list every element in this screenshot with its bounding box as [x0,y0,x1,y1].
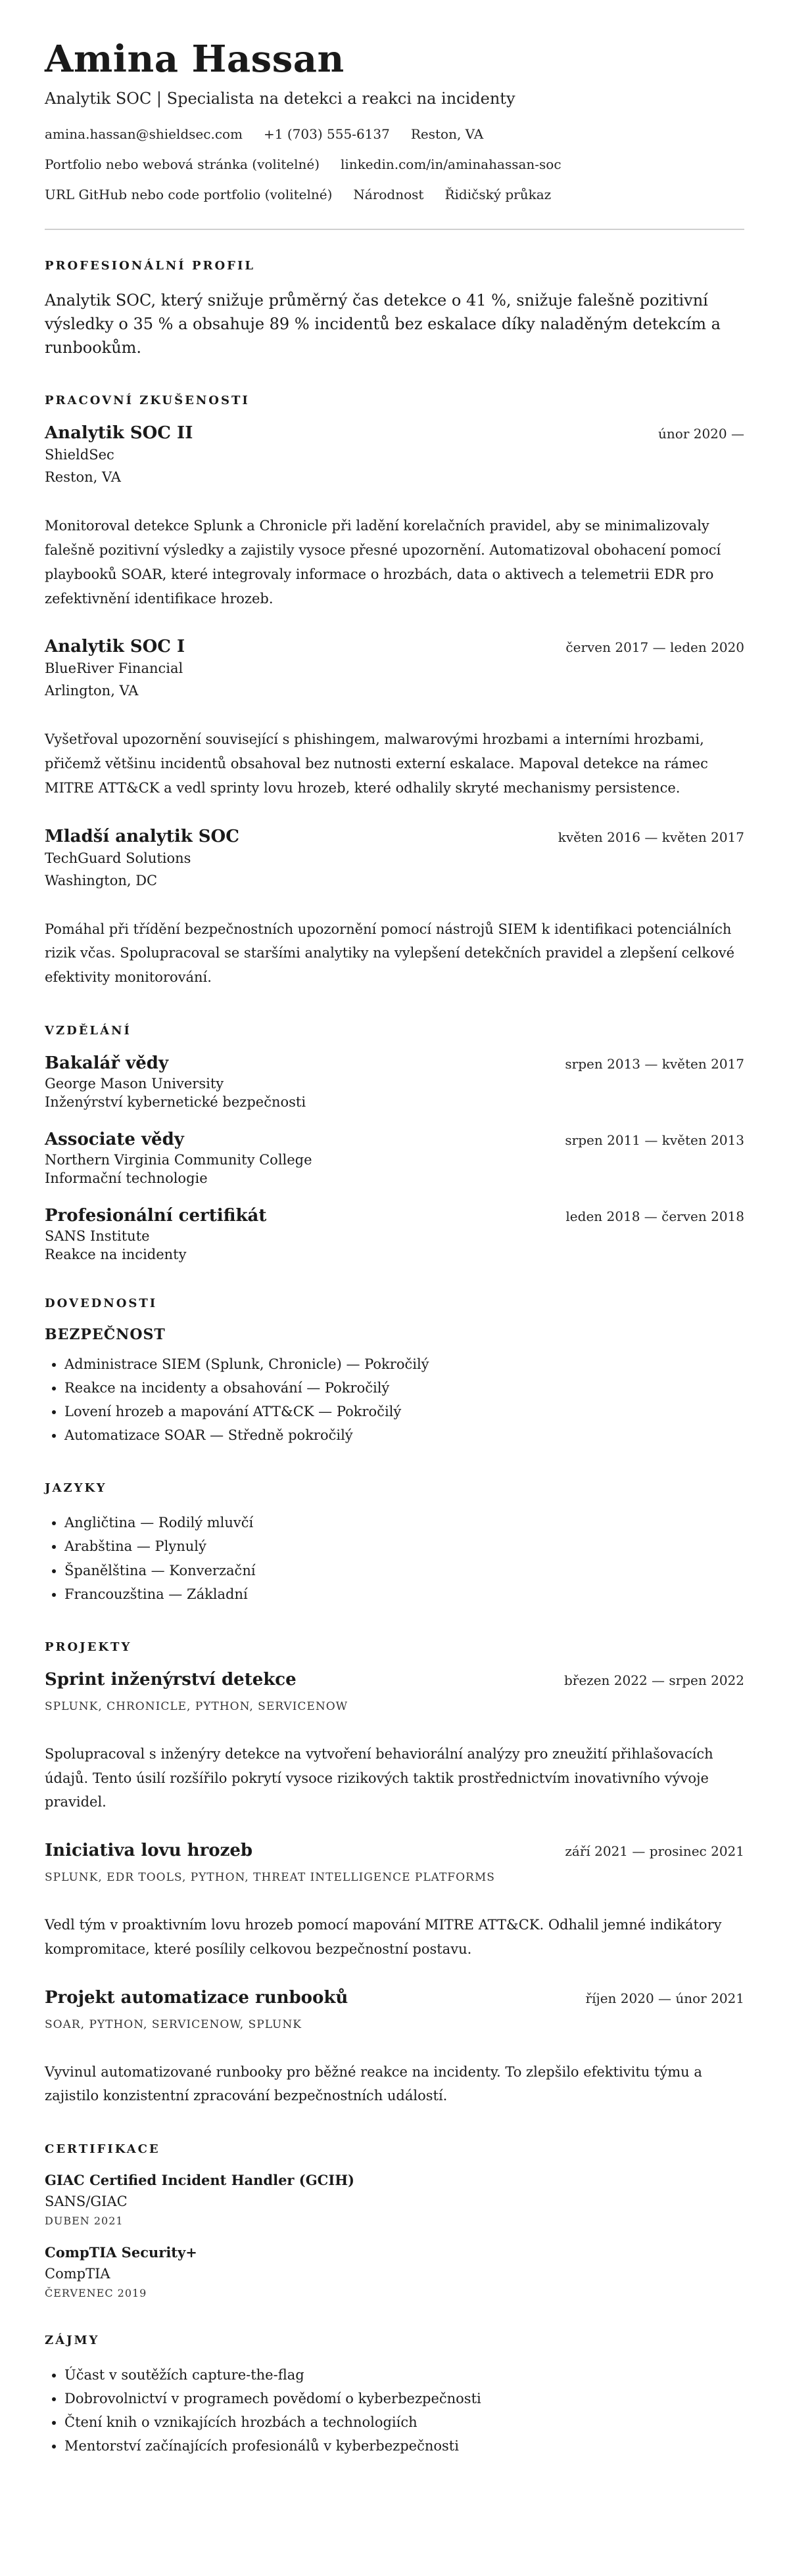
certification-entry [45,2244,744,2299]
experience-entry [45,637,744,800]
contact-row-extra [45,187,744,202]
degree-dates: srpen 2011 — květen 2013 [565,1132,744,1148]
languages-section [45,1481,744,1605]
certification-issuer: SANS/GIAC [45,2194,128,2210]
education-entry [45,1130,744,1186]
job-company: ShieldSec [45,447,114,463]
degree-title: Profesionální certifikát [45,1205,267,1226]
header-divider [45,229,744,230]
experience-title: PRACOVNÍ ZKUŠENOSTI [45,394,250,408]
project-name: Sprint inženýrství detekce [45,1669,297,1690]
list-item: • Čtení knih o vznikajících hrozbách a technologiích [64,2410,744,2434]
degree-title: Bakalář vědy [45,1053,169,1073]
degree-field: Inženýrství kybernetické bezpečnosti [45,1093,306,1110]
list-item: • Automatizace SOAR — Středně pokročilý [64,1423,744,1447]
project-description: Spolupracoval s inženýry detekce na vytvoření behaviorální analýzy pro zneužití přihlašovacích údajů. Tento úsilí rozšířilo pokrytí vysoce rizikových taktik prostřednictvím inovativního vývoje pravidel. [45,1745,713,1810]
job-description: Vyšetřoval upozornění související s phishingem, malwarovými hrozbami a interními hrozbami, přičemž většinu incidentů obsahoval bez nutnosti externí eskalace. Mapoval detekce na rámec MITRE ATT&CK a vedl sprinty lovu hrozeb, které odhalily skryté mechanismy persistence. [45,731,708,796]
job-dates: únor 2020 — [658,426,744,442]
candidate-headline: Analytik SOC | Specialista na detekci a reakci na incidenty [45,89,515,108]
job-dates: květen 2016 — květen 2017 [558,829,744,845]
project-entry [45,1988,744,2109]
certification-name: GIAC Certified Incident Handler (GCIH) [45,2172,354,2189]
project-description: Vyvinul automatizované runbooky pro běžné reakce na incidenty. To zlepšilo efektivitu týmu a zajistilo konzistentní zpracování bezpečnostních událostí. [45,2063,702,2104]
education-title: VZDĚLÁNÍ [45,1023,132,1038]
education-entry [45,1206,744,1262]
education-section [45,1024,744,1262]
project-description: Vedl tým v proaktivním lovu hrozeb pomocí mapování MITRE ATT&CK. Odhalil jemné indikátory kompromitace, které posílily celkovou bezpečnostní postavu. [45,1917,722,1957]
contact-portfolio[interactable]: Portfolio nebo webová stránka (volitelné) [45,156,320,173]
contact-nationality: Národnost [353,187,424,203]
skills-title: DOVEDNOSTI [45,1296,158,1310]
project-tags: SOAR, PYTHON, SERVICENOW, SPLUNK [45,2017,302,2031]
contact-linkedin[interactable]: linkedin.com/in/aminahassan-soc [341,156,562,173]
list-item: • Lovení hrozeb a mapování ATT&CK — Pokročilý [64,1400,744,1423]
summary-section [45,259,744,359]
certification-date: DUBEN 2021 [45,2215,124,2228]
job-title: Analytik SOC I [45,637,185,657]
experience-entry [45,827,744,990]
job-dates: červen 2017 — leden 2020 [565,639,744,656]
list-item: • Účast v soutěžích capture-the-flag [64,2363,744,2387]
list-item: • Reakce na incidenty a obsahování — Pokročilý [64,1376,744,1400]
interests-title: ZÁJMY [45,2334,100,2348]
list-item: • Angličtina — Rodilý mluvčí [64,1511,744,1534]
degree-field: Reakce na incidenty [45,1246,187,1262]
project-dates: říjen 2020 — únor 2021 [585,1990,744,2006]
summary-title: PROFESIONÁLNÍ PROFIL [45,259,256,273]
resume-header [45,38,744,202]
candidate-name: Amina Hassan [45,37,345,81]
list-item: • Mentorství začínajících profesionálů v kyberbezpečnosti [64,2434,744,2458]
degree-title: Associate vědy [45,1129,184,1149]
project-tags: SPLUNK, CHRONICLE, PYTHON, SERVICENOW [45,1699,348,1713]
project-tags: SPLUNK, EDR TOOLS, PYTHON, THREAT INTELLIGENCE PLATFORMS [45,1871,495,1885]
school-name: George Mason University [45,1075,224,1092]
summary-text: Analytik SOC, který snižuje průměrný čas detekce o 41 %, snižuje falešně pozitivní výsledky o 35 % a obsahuje 89 % incidentů bez eskalace díky naladěným detekcím a runbookům. [45,291,721,357]
projects-section [45,1640,744,2108]
certification-date: ČERVENEC 2019 [45,2287,147,2300]
school-name: SANS Institute [45,1228,150,1244]
skill-group-title: BEZPEČNOST [45,1325,166,1343]
project-dates: březen 2022 — srpen 2022 [563,1672,744,1688]
degree-field: Informační technologie [45,1170,208,1186]
contact-row-links [45,156,744,172]
job-location: Arlington, VA [45,683,139,699]
certification-name: CompTIA Security+ [45,2244,197,2261]
job-title: Analytik SOC II [45,423,193,444]
job-location: Reston, VA [45,469,121,486]
degree-dates: srpen 2013 — květen 2017 [565,1055,744,1072]
job-location: Washington, DC [45,872,158,888]
degree-dates: leden 2018 — červen 2018 [565,1208,744,1224]
school-name: Northern Virginia Community College [45,1151,312,1168]
experience-entry [45,423,744,610]
certification-entry [45,2172,744,2227]
project-name: Iniciativa lovu hrozeb [45,1841,253,1861]
list-item: • Administrace SIEM (Splunk, Chronicle) — Pokročilý [64,1352,744,1376]
certifications-title: CERTIFIKACE [45,2142,160,2157]
languages-title: JAZYKY [45,1481,107,1496]
list-item: • Dobrovolnictví v programech povědomí o kyberbezpečnosti [64,2387,744,2410]
project-entry [45,1670,744,1814]
languages-list [45,1511,744,1605]
project-entry [45,1841,744,1962]
project-dates: září 2021 — prosinec 2021 [565,1843,744,1860]
project-name: Projekt automatizace runbooků [45,1987,348,2008]
job-title: Mladší analytik SOC [45,826,239,846]
job-company: TechGuard Solutions [45,850,191,866]
list-item: • Španělština — Konverzační [64,1559,744,1582]
experience-section [45,394,744,990]
interests-list [45,2363,744,2458]
contact-phone[interactable]: +1 (703) 555-6137 [264,126,390,143]
job-description: Pomáhal při třídění bezpečnostních upozornění pomocí nástrojů SIEM k identifikaci potenciálních rizik včas. Spolupracoval se staršími analytiky na vylepšení detekčních pravidel a zlepšení celkové efektivity monitorování. [45,921,735,986]
contact-row-primary [45,126,744,142]
skills-list [45,1352,744,1447]
certification-issuer: CompTIA [45,2266,110,2282]
contact-license: Řidičský průkaz [444,187,552,203]
job-description: Monitoroval detekce Splunk a Chronicle při ladění korelačních pravidel, aby se minimalizovaly falešně pozitivní výsledky a zajistily vysoce přesné upozornění. Automatizoval obohacení pomocí playbooků SOAR, které integrovaly informace o hrozbách, data o aktivech a telemetrii EDR pro zefektivnění identifikace hrozeb. [45,518,721,607]
contact-location: Reston, VA [410,126,484,143]
contact-github[interactable]: URL GitHub nebo code portfolio (volitelné) [45,187,333,203]
interests-section [45,2334,744,2458]
list-item: • Arabština — Plynulý [64,1534,744,1558]
job-company: BlueRiver Financial [45,660,183,677]
skills-section [45,1297,744,1447]
education-entry [45,1053,744,1110]
list-item: • Francouzština — Základní [64,1582,744,1606]
projects-title: PROJEKTY [45,1640,132,1654]
contact-email[interactable]: amina.hassan@shieldsec.com [45,126,243,143]
certifications-section [45,2142,744,2299]
